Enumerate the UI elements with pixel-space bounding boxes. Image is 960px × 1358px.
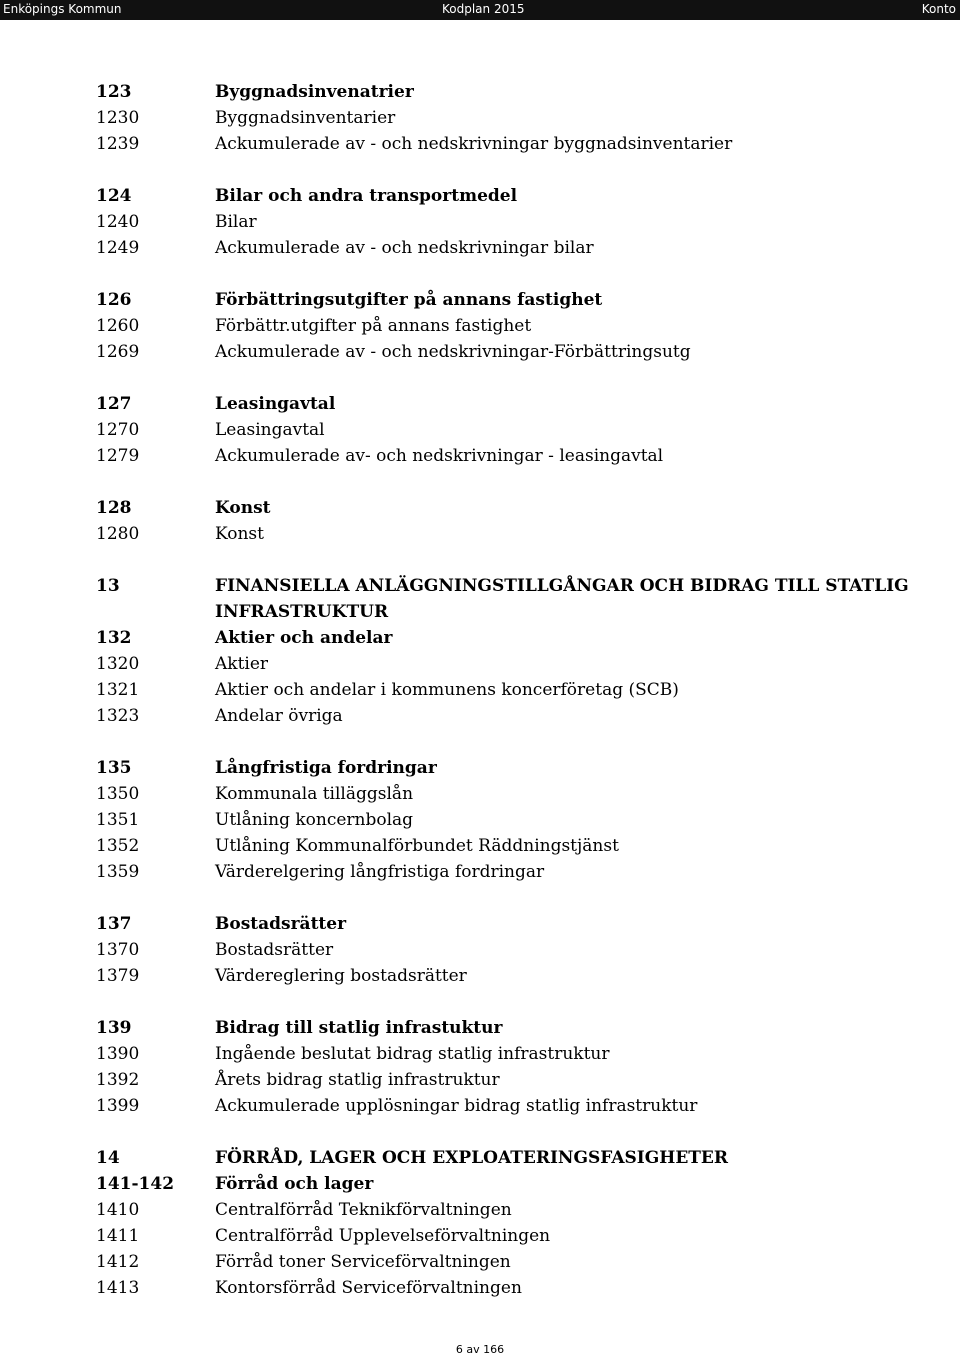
account-description: Förbättr.utgifter på annans fastighet xyxy=(215,316,532,336)
account-row xyxy=(96,1093,916,1119)
account-code: 1350 xyxy=(96,784,140,804)
account-code: 1230 xyxy=(96,108,140,128)
account-group xyxy=(96,755,916,885)
account-description: Leasingavtal xyxy=(215,394,336,414)
account-group-heading xyxy=(96,911,916,937)
account-description: Aktier xyxy=(215,654,269,674)
account-row xyxy=(96,1067,916,1093)
page-number: 6 av 166 xyxy=(455,1343,505,1356)
account-code: 1280 xyxy=(96,524,140,544)
account-group xyxy=(96,391,916,469)
account-row xyxy=(96,859,916,885)
account-description: Centralförråd Upplevelseförvaltningen xyxy=(215,1226,551,1246)
account-row xyxy=(96,443,916,469)
account-row xyxy=(96,1249,916,1275)
account-row xyxy=(96,1197,916,1223)
account-row xyxy=(96,833,916,859)
account-row xyxy=(96,1223,916,1249)
account-code: 1320 xyxy=(96,654,140,674)
account-description: Leasingavtal xyxy=(215,420,325,440)
account-code: 139 xyxy=(96,1018,132,1038)
account-description: Byggnadsinventarier xyxy=(215,108,396,128)
account-description: Kommunala tilläggslån xyxy=(215,784,414,804)
account-description: Aktier och andelar xyxy=(215,628,393,648)
account-code: 123 xyxy=(96,82,132,102)
account-group-heading xyxy=(96,183,916,209)
account-code: 132 xyxy=(96,628,132,648)
account-description: Centralförråd Teknikförvaltningen xyxy=(215,1200,512,1220)
account-group-heading xyxy=(96,79,916,105)
header-section: Konto xyxy=(921,2,956,16)
header-organization: Enköpings Kommun xyxy=(3,2,122,16)
account-description: Utlåning Kommunalförbundet Räddningstjänst xyxy=(215,836,619,856)
account-group-heading xyxy=(96,495,916,521)
account-description: Förråd och lager xyxy=(215,1174,374,1194)
account-row xyxy=(96,235,916,261)
account-row xyxy=(96,781,916,807)
account-row xyxy=(96,209,916,235)
account-group xyxy=(96,495,916,547)
account-description: Årets bidrag statlig infrastruktur xyxy=(215,1070,500,1090)
account-code: 128 xyxy=(96,498,132,518)
account-description: Värdereglering bostadsrätter xyxy=(215,966,467,986)
account-description: Ackumulerade av - och nedskrivningar byggnadsinventarier xyxy=(215,134,733,154)
account-code: 141-142 xyxy=(96,1174,175,1194)
account-description: Bilar xyxy=(215,212,257,232)
account-row xyxy=(96,521,916,547)
account-row xyxy=(96,1275,916,1301)
account-code: 126 xyxy=(96,290,132,310)
account-code: 1240 xyxy=(96,212,140,232)
account-code: 1270 xyxy=(96,420,140,440)
account-code: 1379 xyxy=(96,966,140,986)
page-header xyxy=(0,0,960,20)
account-description: Andelar övriga xyxy=(215,706,343,726)
account-row xyxy=(96,677,916,703)
account-description: Värderelgering långfristiga fordringar xyxy=(215,862,545,882)
account-description: Utlåning koncernbolag xyxy=(215,810,414,830)
account-row xyxy=(96,313,916,339)
account-description: Förråd toner Serviceförvaltningen xyxy=(215,1252,511,1272)
account-code: 1279 xyxy=(96,446,140,466)
account-description: Ackumulerade upplösningar bidrag statlig infrastruktur xyxy=(215,1096,698,1116)
account-description: FÖRRÅD, LAGER OCH EXPLOATERINGSFASIGHETER xyxy=(215,1148,729,1168)
account-description: Bidrag till statlig infrastuktur xyxy=(215,1018,503,1038)
account-description: Långfristiga fordringar xyxy=(215,758,437,778)
account-row xyxy=(96,131,916,157)
account-code-list xyxy=(96,79,916,1327)
account-code: 137 xyxy=(96,914,132,934)
account-description: Ackumulerade av - och nedskrivningar-Förbättringsutg xyxy=(215,342,691,362)
account-description: Byggnadsinvenatrier xyxy=(215,82,414,102)
account-code: 14 xyxy=(96,1148,120,1168)
account-group xyxy=(96,573,916,729)
account-group-heading xyxy=(96,755,916,781)
account-row xyxy=(96,703,916,729)
account-group xyxy=(96,79,916,157)
account-row xyxy=(96,807,916,833)
account-group-heading xyxy=(96,625,916,651)
account-row xyxy=(96,651,916,677)
account-description: Konst xyxy=(215,498,271,518)
account-description: Konst xyxy=(215,524,264,544)
account-row xyxy=(96,1041,916,1067)
account-group-heading xyxy=(96,573,916,625)
account-code: 124 xyxy=(96,186,132,206)
account-description: Bostadsrätter xyxy=(215,940,334,960)
account-code: 1260 xyxy=(96,316,140,336)
account-code: 1410 xyxy=(96,1200,140,1220)
account-code: 1413 xyxy=(96,1278,140,1298)
account-group-heading xyxy=(96,1145,916,1171)
account-code: 127 xyxy=(96,394,132,414)
account-code: 1359 xyxy=(96,862,140,882)
account-code: 1239 xyxy=(96,134,140,154)
account-code: 1390 xyxy=(96,1044,140,1064)
account-group xyxy=(96,1015,916,1119)
account-code: 1370 xyxy=(96,940,140,960)
account-code: 1269 xyxy=(96,342,140,362)
account-code: 1412 xyxy=(96,1252,140,1272)
account-description: FINANSIELLA ANLÄGGNINGSTILLGÅNGAR OCH BIDRAG TILL STATLIG INFRASTRUKTUR xyxy=(215,576,909,622)
account-description: Bostadsrätter xyxy=(215,914,347,934)
account-code: 1323 xyxy=(96,706,140,726)
account-description: Bilar och andra transportmedel xyxy=(215,186,518,206)
account-description: Förbättringsutgifter på annans fastighet xyxy=(215,290,603,310)
account-row xyxy=(96,937,916,963)
account-description: Kontorsförråd Serviceförvaltningen xyxy=(215,1278,522,1298)
account-code: 1321 xyxy=(96,680,140,700)
account-description: Aktier och andelar i kommunens koncerföretag (SCB) xyxy=(215,680,679,700)
account-row xyxy=(96,963,916,989)
account-code: 1249 xyxy=(96,238,140,258)
account-group-heading xyxy=(96,1171,916,1197)
account-row xyxy=(96,105,916,131)
account-group-heading xyxy=(96,287,916,313)
account-group xyxy=(96,287,916,365)
account-code: 135 xyxy=(96,758,132,778)
account-description: Ackumulerade av- och nedskrivningar - leasingavtal xyxy=(215,446,664,466)
account-group xyxy=(96,911,916,989)
account-group xyxy=(96,1145,916,1301)
header-document-title: Kodplan 2015 xyxy=(442,2,525,16)
account-group-heading xyxy=(96,1015,916,1041)
account-code: 1351 xyxy=(96,810,140,830)
account-code: 1399 xyxy=(96,1096,140,1116)
account-group xyxy=(96,183,916,261)
account-group-heading xyxy=(96,391,916,417)
account-description: Ackumulerade av - och nedskrivningar bilar xyxy=(215,238,594,258)
account-description: Ingående beslutat bidrag statlig infrastruktur xyxy=(215,1044,610,1064)
account-code: 1352 xyxy=(96,836,140,856)
account-code: 13 xyxy=(96,576,120,596)
account-row xyxy=(96,417,916,443)
account-row xyxy=(96,339,916,365)
account-code: 1392 xyxy=(96,1070,140,1090)
account-code: 1411 xyxy=(96,1226,140,1246)
